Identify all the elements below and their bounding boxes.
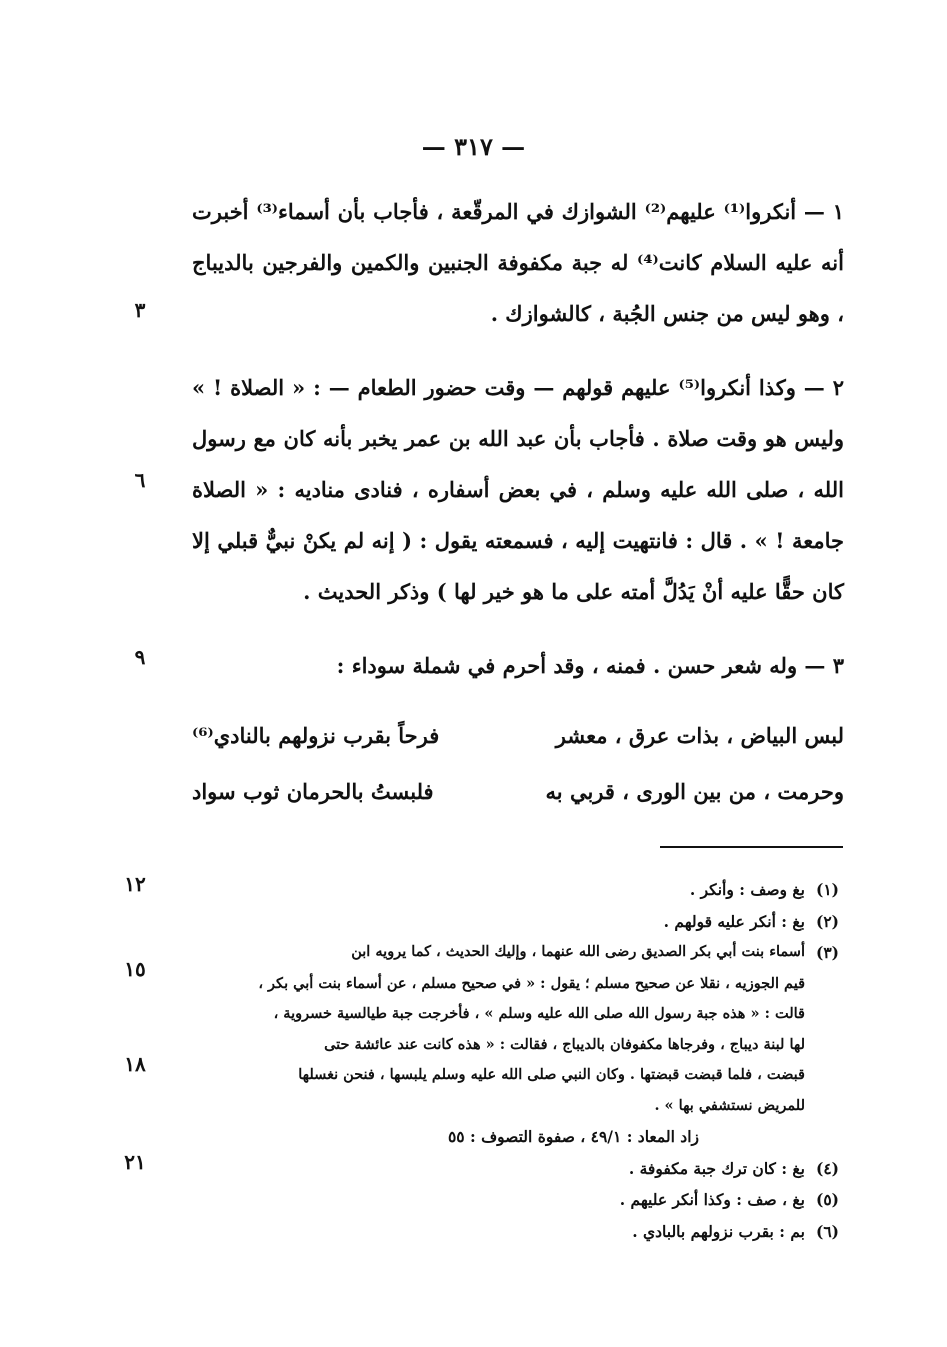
footnote-text: بغ وصف : وأنكر . — [689, 880, 805, 899]
poem-verse-1-second-hemistich: فرحاً بقرب نزولهم بالنادي⁽⁶⁾ — [192, 723, 440, 748]
page-number: — ٣١٧ — — [421, 132, 526, 161]
footnote-number: (٣) — [815, 943, 839, 962]
footnote-3-line-5: قبضت ، فلما قبضت قبضتها . وكان النبي صلى الله عليه وسلم يلبسها ، فنحن نغسلها — [298, 1066, 805, 1083]
footnote-3-line-6: للمريض نستشفي بها » . — [654, 1096, 805, 1114]
paragraph-1: ١ — أنكروا⁽¹⁾ عليهم⁽²⁾ الشوازك في المرقّعة ، فأجاب بأن أسماء⁽³⁾ أخبرت أنه عليه السلام كانت⁽⁴⁾ له جبة مكفوفة الجنبين والكمين والفرجين بالديباج ، وهو ليس من جنس الجُبة ، كالشوازك . — [192, 199, 845, 326]
footnote-3-continuation — [189, 969, 839, 1122]
poem-verse-2-second-hemistich: فلبستُ بالحرمان ثوب سواد — [192, 779, 434, 804]
line-marker-15: ١٥ — [124, 957, 146, 981]
footnote-3-line-2: قيم الجوزيه ، نقلا عن صحيح مسلم ؛ يقول : « في صحيح مسلم ، عن أسماء بنت أبي بكر ، — [258, 974, 805, 992]
footnote-4 — [189, 1153, 839, 1185]
line-marker-6: ٦ — [134, 468, 146, 492]
footnote-6 — [189, 1216, 839, 1248]
footnote-1 — [189, 874, 839, 906]
footnote-text: بغ : كان ترك جبة مكفوفة . — [628, 1158, 805, 1178]
footnote-text: بغ : أنكر عليه قولهم . — [663, 911, 805, 931]
poem-verse-1 — [192, 716, 844, 756]
footnote-2 — [189, 906, 839, 938]
paragraph-3: ٣ — وله شعر حسن . فمنه ، وقد أحرم في شملة سوداء : — [336, 653, 844, 678]
poem-verse-1-first-hemistich: لبس البياض ، بذات عرق ، معشر — [555, 723, 844, 748]
footnote-3 — [189, 937, 839, 969]
line-marker-3: ٣ — [134, 298, 146, 322]
poem-verse-2 — [192, 772, 844, 812]
footnote-3-line-4: لها لبنة ديباج ، وفرجاها مكفوفان بالديباج ، فقالت : « هذه كانت عند عائشة حتى — [324, 1035, 805, 1053]
footnote-text: بم : بقرب نزولهم بالبادي . — [632, 1221, 805, 1241]
footnote-text: أسماء بنت أبي بكر الصديق رضى الله عنهما ، وإليك الحديث ، كما يرويه ابن — [351, 943, 805, 960]
line-marker-9: ٩ — [134, 645, 146, 669]
footnote-5 — [189, 1184, 839, 1216]
footnote-text: بغ ، صف : وكذا أنكر عليهم . — [619, 1190, 805, 1209]
footnote-number: (٤) — [815, 1158, 839, 1178]
footnote-number: (١) — [815, 880, 839, 899]
line-marker-18: ١٨ — [124, 1052, 146, 1076]
footnote-3-source: زاد المعاد : ٤٩/١ ، صفوة التصوف : ٥٥ — [447, 1127, 699, 1146]
line-marker-12: ١٢ — [124, 872, 146, 896]
footnote-number: (٦) — [815, 1221, 839, 1241]
paragraph-2: ٢ — وكذا أنكروا⁽⁵⁾ عليهم قولهم — وقت حضور الطعام — : « الصلاة ! » وليس هو وقت صلاة . فأجاب بأن عبد الله بن عمر يخبر بأنه كان مع رسول الله ، صلى الله عليه وسلم ، في بعض أسفاره ، فنادى مناديه : « الصلاة جامعة ! » . قال : فانتهيت إليه ، فسمعته يقول : ( إنه لم يكنْ نبيٌّ قبلي إلا كان حقًّا عليه أنْ يَدُلَّ أمته على ما هو خير لها ) وذكر الحديث . — [192, 375, 844, 604]
footnote-divider — [660, 846, 843, 848]
line-marker-21: ٢١ — [124, 1150, 146, 1174]
footnotes — [189, 874, 839, 1247]
poem-verse-2-first-hemistich: وحرمت ، من بين الورى ، قربي به — [545, 779, 844, 804]
footnote-3-line-3: قالت : « هذه جبة رسول الله صلى الله عليه وسلم » ، فأخرجت جبة طيالسية خسروية ، — [273, 1005, 805, 1022]
footnote-number: (٥) — [815, 1190, 839, 1209]
footnote-number: (٢) — [815, 911, 839, 931]
